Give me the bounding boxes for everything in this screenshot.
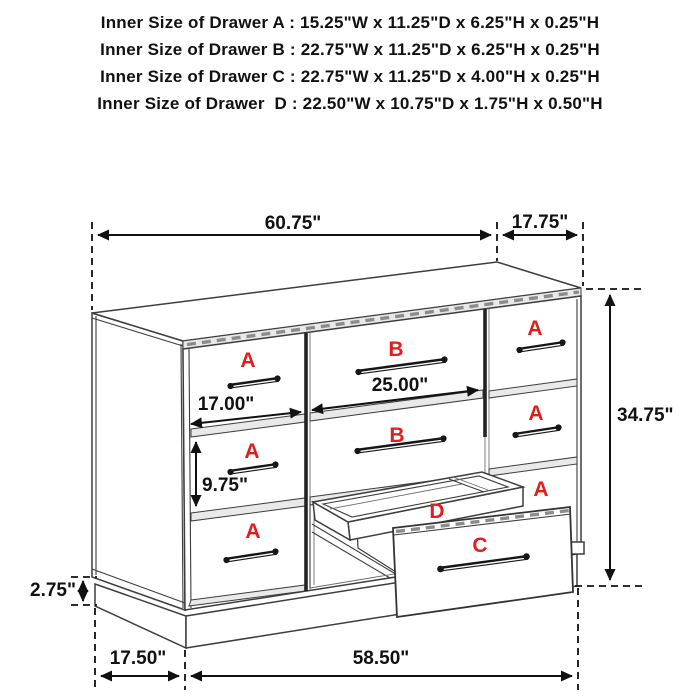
dim-base-height: 2.75" bbox=[30, 580, 76, 601]
right-front-foot bbox=[571, 542, 584, 554]
dim-drawer-b-width: 25.00" bbox=[371, 375, 429, 396]
drawer-a-right1-label: A bbox=[527, 317, 543, 340]
dim-base-depth: 17.50" bbox=[109, 648, 167, 669]
drawer-c-label: C bbox=[472, 534, 488, 557]
dim-drawer-a-width: 17.00" bbox=[197, 394, 255, 415]
cabinet-left-side-face bbox=[92, 313, 185, 610]
inner-size-drawer-d: Inner Size of Drawer D : 22.50"W x 10.75"D x 1.75"H x 0.50"H bbox=[97, 94, 603, 113]
dim-overall-height: 34.75" bbox=[617, 405, 674, 426]
dim-overall-depth: 17.75" bbox=[511, 212, 569, 233]
drawer-a-right3-label: A bbox=[533, 478, 549, 501]
inner-size-drawer-b: Inner Size of Drawer B : 22.75"W x 11.25"D x 6.25"H x 0.25"H bbox=[100, 40, 600, 59]
dim-drawer-a-height: 9.75" bbox=[202, 475, 248, 496]
dim-base-width: 58.50" bbox=[352, 648, 410, 669]
drawer-a-right2-label: A bbox=[528, 402, 544, 425]
drawer-a1-label: A bbox=[240, 349, 256, 372]
drawer-a2-label: A bbox=[244, 440, 260, 463]
drawer-d-label: D bbox=[429, 500, 445, 523]
drawer-b2-label: B bbox=[389, 424, 405, 447]
inner-size-drawer-c: Inner Size of Drawer C : 22.75"W x 11.25"D x 4.00"H x 0.25"H bbox=[100, 67, 600, 86]
drawer-a3-label: A bbox=[245, 520, 261, 543]
dim-overall-width: 60.75" bbox=[264, 213, 322, 234]
drawer-b1-label: B bbox=[388, 338, 404, 361]
inner-size-drawer-a: Inner Size of Drawer A : 15.25"W x 11.25"D x 6.25"H x 0.25"H bbox=[100, 13, 600, 32]
